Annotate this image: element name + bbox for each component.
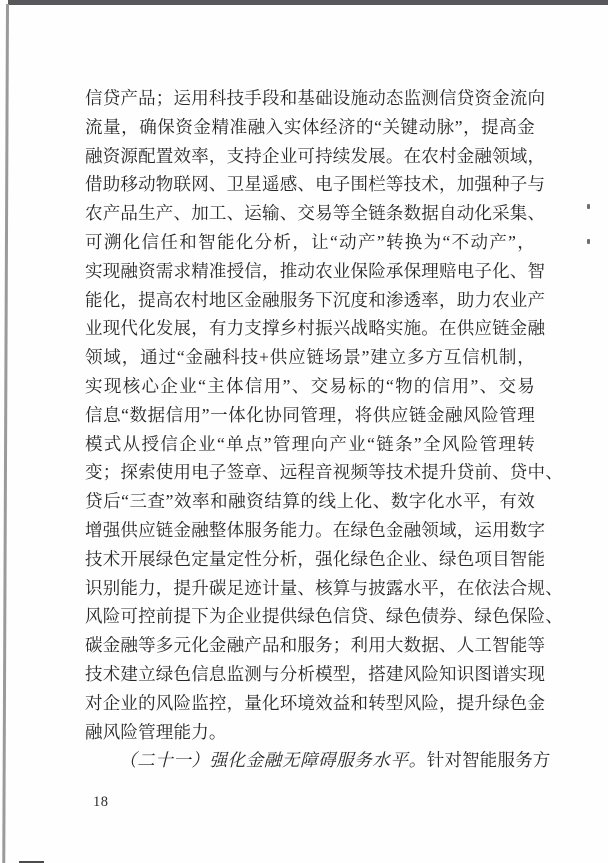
scan-speck [587, 204, 590, 209]
scan-left-edge [2, 4, 8, 863]
section-heading: （二十一）强化金融无障碍服务水平。 [119, 750, 427, 771]
text-line: 碳金融等多元化金融产品和服务；利用大数据、人工智能等 [85, 635, 546, 656]
text-line: 流量，确保资金精准融入实体经济的“关键动脉”，提高金 [85, 116, 535, 137]
text-line: 实现核心企业“主体信用”、交易标的“物的信用”、交易 [85, 375, 535, 396]
text-line: 对企业的风险监控，量化环境效益和转型风险，提升绿色金 [85, 692, 546, 713]
text-line: 技术建立绿色信息监测与分析模型，搭建风险知识图谱实现 [85, 663, 546, 684]
text-line: 业现代化发展，有力支撑乡村振兴战略实施。在供应链金融 [85, 318, 546, 339]
document-text-block [85, 84, 563, 775]
text-line: 识别能力，提升碳足迹计量、核算与披露水平，在依法合规、 [85, 577, 563, 598]
text-line: 贷后“三查”效率和融资结算的线上化、数字化水平，有效 [85, 491, 535, 512]
text-line: 技术开展绿色定量定性分析，强化绿色企业、绿色项目智能 [85, 548, 546, 569]
section-body-start: 针对智能服务方 [426, 750, 551, 771]
scan-top-edge [8, 0, 608, 5]
text-line: 融资源配置效率，支持企业可持续发展。在农村金融领域， [85, 145, 546, 166]
text-line [85, 746, 551, 775]
text-line: 能化，提高农村地区金融服务下沉度和渗透率，助力农业产 [85, 289, 546, 310]
text-line: 风险可控前提下为企业提供绿色信贷、绿色债券、绿色保险、 [85, 606, 563, 627]
text-line: 信贷产品；运用科技手段和基础设施动态监测信贷资金流向 [85, 88, 546, 108]
text-line: 信息“数据信用”一体化协同管理，将供应链金融风险管理 [85, 404, 535, 425]
text-line: 变；探索使用电子签章、远程音视频等技术提升贷前、贷中、 [85, 462, 563, 483]
text-line: 领域，通过“金融科技+供应链场景”建立多方互信机制， [85, 347, 535, 368]
text-line: 增强供应链金融整体服务能力。在绿色金融领域，运用数字 [85, 519, 546, 540]
text-line: 借助移动物联网、卫星遥感、电子围栏等技术，加强种子与 [85, 174, 546, 195]
text-line: 实现融资需求精准授信，推动农业保险承保理赔电子化、智 [85, 260, 546, 281]
scan-speck [587, 239, 590, 244]
text-line: 融风险管理能力。 [85, 721, 227, 742]
text-line: 模式从授信企业“单点”管理向产业“链条”全风险管理转 [85, 433, 535, 454]
page-number: 18 [93, 794, 109, 810]
text-line: 可溯化信任和智能化分析，让“动产”转换为“不动产”， [85, 231, 535, 252]
text-line: 农产品生产、加工、运输、交易等全链条数据自动化采集、 [85, 203, 546, 224]
